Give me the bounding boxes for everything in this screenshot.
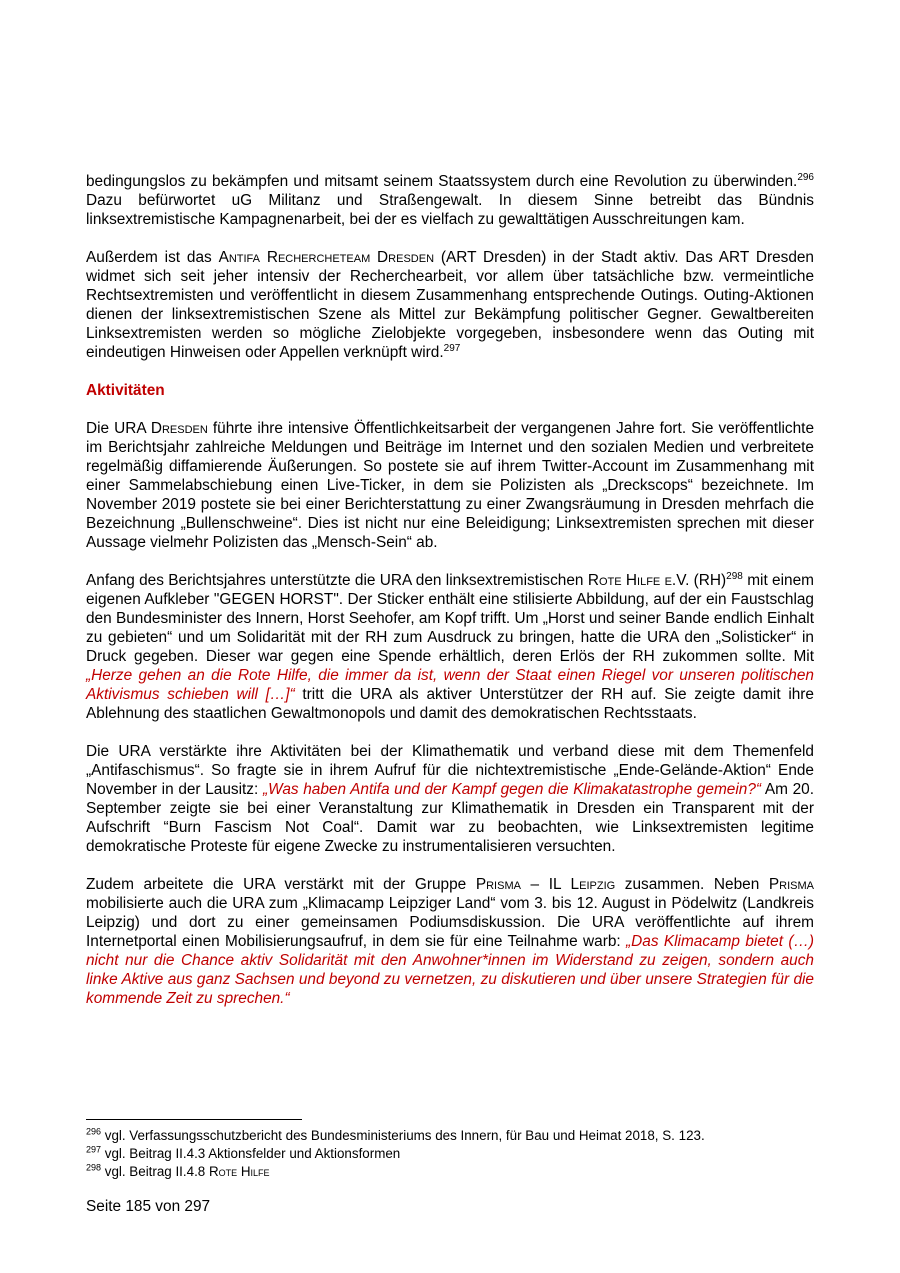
org-name: Dresden <box>150 420 208 437</box>
quote: „Herze gehen an die Rote Hilfe, die immer da ist, wenn der Staat einen Riegel vor unseren politischen Aktivismus schieben will […]“ <box>86 667 814 703</box>
footnote-text: vgl. Beitrag II.4.8 <box>101 1164 209 1179</box>
footnote-number: 298 <box>86 1162 102 1173</box>
footnote-divider <box>86 1119 302 1120</box>
org-name: IL Leipzig <box>548 876 616 893</box>
quote: „Was haben Antifa und der Kampf gegen die Klimakatastrophe gemein?“ <box>262 781 762 798</box>
org-name: Rote Hilfe <box>208 1164 270 1179</box>
page-number: Seite 185 von 297 <box>86 1198 211 1215</box>
footnote-number: 297 <box>86 1144 102 1155</box>
org-name: Prisma <box>475 876 521 893</box>
text: (RH) <box>689 572 727 589</box>
text: mit einem eigenen Aufkleber "GEGEN HORST". Der Sticker enthält eine stilisierte Abbildung, auf der ein Faustschlag den Bundesminister des Innern, Horst Seehofer, am Kopf trifft. Um „Horst und seiner Bande endlich Einhalt zu gebieten“ und um Solidarität mit der RH zum Ausdruck zu bringen, hatte die URA den „Solisticker“ in Druck gegeben. Dieser war gegen eine Spende erhältlich, deren Erlös der RH zukommen sollte. Mit <box>86 572 814 665</box>
org-name: Antifa Rechercheteam Dresden <box>218 249 435 266</box>
text: tritt die URA als aktiver Unterstützer der RH auf. Sie zeigte damit ihre Ablehnung des staatlichen Gewaltmonopols und damit des demokratischen Rechtsstaats. <box>86 686 814 722</box>
footnotes <box>86 1127 814 1181</box>
footnote-297 <box>86 1145 814 1163</box>
footnote-text: vgl. Verfassungsschutzbericht des Bundesministeriums des Innern, für Bau und Heimat 2018, S. 123. <box>101 1128 705 1143</box>
footnote-ref: 298 <box>726 570 743 582</box>
text: bedingungslos zu bekämpfen und mitsamt seinem Staatssystem durch eine Revolution zu überwinden. <box>86 173 798 190</box>
quote: „Das Klimacamp bietet (…) nicht nur die Chance aktiv Solidarität mit den Anwohner*innen im Widerstand zu zeigen, sondern auch linke Aktive aus ganz Sachsen und beyond zu vernetzen, zu diskutieren und über unsere Strategien für die kommende Zeit zu sprechen.“ <box>86 933 814 1007</box>
footnote-298 <box>86 1163 814 1181</box>
text: Die URA verstärkte ihre Aktivitäten bei der Klimathematik und verband diese mit dem Themenfeld „Antifaschismus“. So fragte sie in ihrem Aufruf für die nichtextremistische „Ende-Gelände-Aktion“ Ende November in der Lausitz: <box>86 743 814 798</box>
text: Die URA <box>86 420 151 437</box>
text: führte ihre intensive Öffentlichkeitsarbeit der vergangenen Jahre fort. Sie veröffentlichte im Berichtsjahr zahlreiche Meldungen und Beiträge im Internet und den sozialen Medien und verbreitete regelmäßig diffamierende Äußerungen. So postete sie auf ihrem Twitter-Account im Zusammenhang mit einer Sammelabschiebung einen Live-Ticker, in dem sie Polizisten als „Dreckscops“ bezeichnete. Im November 2019 postete sie bei einer Berichterstattung zu einer Zwangsräumung in Dresden mehrfach die Bezeichnung „Bullenschweine“. Dies ist nicht nur eine Beleidigung; Linksextremisten sprechen mit dieser Aussage vielmehr Polizisten das „Mensch-Sein“ ab. <box>86 420 815 551</box>
paragraph-5 <box>86 742 814 856</box>
org-name: Rote Hilfe e.V. <box>587 572 690 589</box>
footnote-ref: 296 <box>797 171 814 183</box>
text: Außerdem ist das <box>86 249 219 266</box>
footnote-ref: 297 <box>443 342 461 354</box>
text: (ART Dresden) in der Stadt aktiv. Das ART Dresden widmet sich seit jeher intensiv der Recherchearbeit, vor allem über tatsächliche bzw. vermeintliche Rechtsextremisten und veröffentlicht in diesem Zusammenhang entsprechende Outings. Outing-Aktionen dienen der linksextremistischen Szene als Mittel zur Bekämpfung politischer Gegner. Gewaltbereiten Linksextremisten werden so mögliche Zielobjekte vorgegeben, insbesondere wenn das Outing mit eindeutigen Hinweisen oder Appellen verknüpft wird. <box>86 249 814 361</box>
text: mobilisierte auch die URA zum „Klimacamp Leipziger Land“ vom 3. bis 12. August in Pödelwitz (Landkreis Leipzig) und dort zu einer gemeinsamen Podiumsdiskussion. Die URA veröffentlichte auf ihrem Internetportal einen Mobilisierungsaufruf, in dem sie für eine Teilnahme warb: <box>86 895 814 950</box>
text: Dazu befürwortet uG Militanz und Straßengewalt. In diesem Sinne betreibt das Bündnis linksextremistische Kampagnenarbeit, bei der es vielfach zu gewalttätigen Ausschreitungen kam. <box>86 192 814 228</box>
text: Anfang des Berichtsjahres unterstützte die URA den linksextremistischen <box>86 572 588 589</box>
paragraph-4 <box>86 571 814 723</box>
footnote-text: vgl. Beitrag II.4.3 Aktionsfelder und Aktionsformen <box>101 1146 401 1161</box>
section-heading: Aktivitäten <box>86 382 165 399</box>
paragraph-6 <box>86 875 814 1008</box>
text: – <box>520 876 549 893</box>
footnote-296 <box>86 1127 814 1145</box>
paragraph-2 <box>86 248 814 362</box>
page-body <box>86 172 814 1008</box>
org-name: Prisma <box>768 876 814 893</box>
paragraph-1 <box>86 172 814 229</box>
text: zusammen. Neben <box>615 876 769 893</box>
footnote-number: 296 <box>86 1126 102 1137</box>
text: Zudem arbeitete die URA verstärkt mit der Gruppe <box>86 876 476 893</box>
text: Am 20. September zeigte sie bei einer Veranstaltung zur Klimathematik in Dresden ein Transparent mit der Aufschrift “Burn Fascism Not Coal“. Damit war zu beobachten, wie Linksextremisten legitime demokratische Proteste für eigene Zwecke zu instrumentalisieren versuchten. <box>86 781 814 855</box>
paragraph-3 <box>86 419 814 552</box>
